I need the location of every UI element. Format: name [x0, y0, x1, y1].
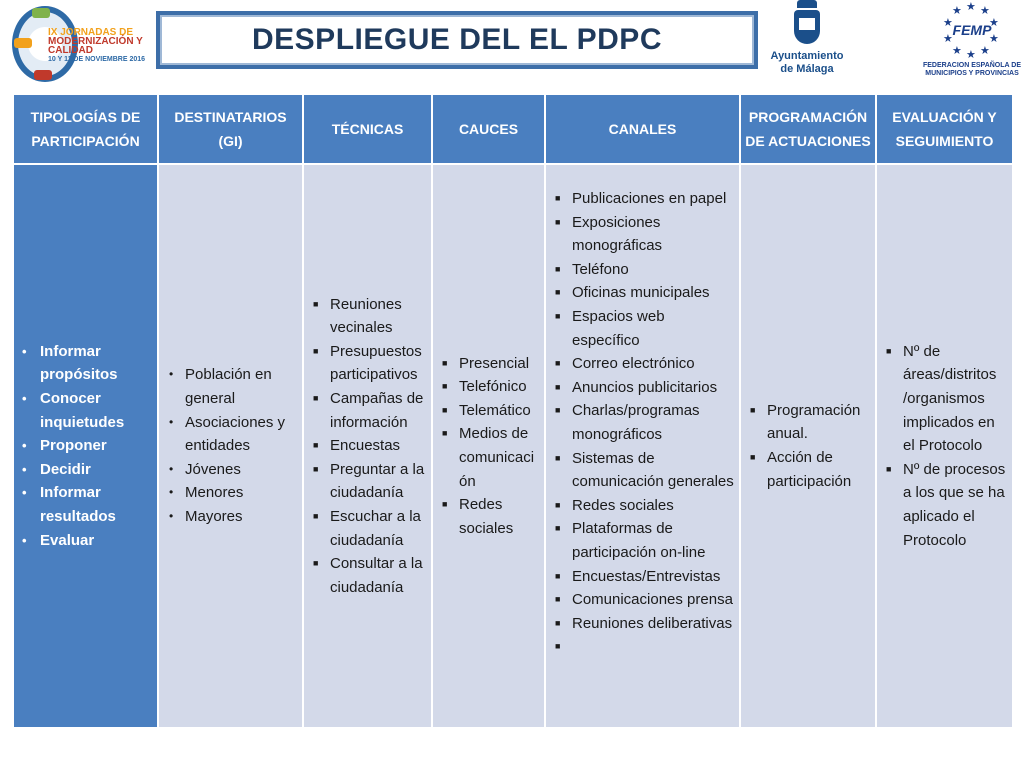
bullet-icon: • — [22, 485, 27, 501]
star-icon: ★ — [989, 33, 999, 45]
list-item — [550, 305, 735, 352]
list-item — [437, 422, 540, 493]
bullet-icon: • — [22, 343, 27, 359]
list-item-text: Nº de procesos a los que se ha aplicado el Protocolo — [903, 460, 1006, 549]
table-header-row — [13, 94, 1013, 164]
square-bullet-icon: ■ — [750, 404, 756, 415]
star-icon: ★ — [943, 33, 953, 45]
cell-canales — [545, 164, 740, 728]
square-bullet-icon: ■ — [555, 523, 561, 534]
list-item — [550, 187, 735, 211]
bullet-icon: • — [22, 438, 27, 454]
square-bullet-icon: ■ — [313, 345, 319, 356]
star-icon: ★ — [952, 45, 962, 57]
list-item-text: Presupuestos participativos — [330, 342, 422, 384]
jornadas-logo-line2: MODERNIZACIÓN Y CALIDAD — [48, 36, 143, 56]
jornadas-logo-text — [48, 28, 150, 64]
femp-acronym: FEMP — [952, 22, 992, 38]
square-bullet-icon: ■ — [555, 381, 561, 392]
square-bullet-icon: ■ — [555, 641, 561, 652]
list-item — [745, 399, 871, 446]
square-bullet-icon: ■ — [750, 452, 756, 462]
list-item-text: Comunicaciones prensa — [572, 591, 733, 609]
list-item — [308, 552, 427, 599]
list-item — [745, 446, 871, 493]
list-item-text: Informar propósitos — [40, 342, 118, 384]
femp-logo-line2: MUNICIPIOS Y PROVINCIAS — [925, 70, 1019, 77]
list-item-text: Mayores — [185, 507, 243, 525]
list-item — [550, 376, 735, 400]
list-item — [550, 565, 735, 589]
jornadas-logo-line3: 10 Y 11 DE NOVIEMBRE 2016 — [48, 56, 146, 63]
list-item-text: Nº de áreas/distritos /organismos implicados en el Protocolo — [903, 342, 997, 455]
table-row — [13, 164, 1013, 728]
square-bullet-icon: ■ — [555, 358, 561, 369]
star-icon: ★ — [943, 17, 953, 29]
list-item-text: Población en general — [185, 366, 272, 408]
square-bullet-icon: ■ — [442, 428, 448, 439]
list-item-text: Reuniones deliberativas — [572, 614, 733, 632]
list-item-text: Telefónico — [459, 378, 527, 396]
list-item — [163, 505, 298, 529]
cell-tecnicas — [303, 164, 432, 728]
square-bullet-icon: ■ — [313, 298, 319, 309]
bullet-icon: • — [22, 391, 27, 407]
header-destinatarios: DESTINATARIOS (GI) — [158, 94, 303, 164]
bullet-icon: • — [169, 461, 174, 476]
square-bullet-icon: ■ — [313, 510, 319, 521]
square-bullet-icon: ■ — [313, 463, 319, 474]
header-programacion: PROGRAMACIÓN DE ACTUACIONES — [740, 94, 876, 164]
list-item — [550, 399, 735, 446]
square-bullet-icon: ■ — [313, 440, 319, 451]
list-item-text: Programación anual. — [767, 401, 861, 443]
list-item-text: Encuestas/Entrevistas — [572, 567, 721, 585]
femp-logo-line1: FEDERACION ESPAÑOLA DE — [922, 62, 1021, 69]
list-item-text: Preguntar a la ciudadanía — [330, 460, 425, 502]
list-item-text: Jóvenes — [185, 460, 241, 478]
malaga-logo-line2: de Málaga — [780, 63, 834, 75]
list-item — [550, 517, 735, 564]
list-item — [881, 340, 1008, 458]
list-item-text: Reuniones vecinales — [330, 295, 402, 337]
list-item-text: Campañas de información — [330, 390, 424, 431]
square-bullet-icon: ■ — [555, 452, 561, 463]
list-item — [308, 387, 427, 434]
shield-icon — [794, 10, 820, 44]
header-tecnicas: TÉCNICAS — [303, 94, 432, 164]
bullet-icon: • — [169, 485, 174, 500]
list-item — [308, 434, 427, 458]
square-bullet-icon: ■ — [555, 405, 561, 416]
crown-icon — [797, 0, 817, 8]
square-bullet-icon: ■ — [442, 357, 448, 368]
list-item — [550, 447, 735, 494]
bullet-icon: • — [22, 461, 27, 477]
bullet-icon: • — [169, 414, 174, 429]
list-item — [881, 458, 1008, 552]
list-item — [18, 434, 153, 458]
list-item — [437, 399, 540, 423]
list-item — [308, 458, 427, 505]
jornadas-logo — [10, 4, 150, 84]
list-item — [308, 293, 427, 340]
cell-cauces — [432, 164, 545, 728]
square-bullet-icon: ■ — [886, 463, 892, 474]
square-bullet-icon: ■ — [555, 499, 561, 510]
cell-destinatarios — [158, 164, 303, 728]
ayuntamiento-malaga-logo — [762, 0, 852, 84]
page-title: DESPLIEGUE DEL EL PDPC — [252, 23, 662, 56]
list-item-text: Decidir — [40, 460, 91, 478]
list-item-text: Evaluar — [40, 531, 95, 549]
list-item-text: Telemático — [459, 401, 531, 419]
list-item — [550, 612, 735, 636]
square-bullet-icon: ■ — [555, 570, 561, 581]
list-item-text: Conocer inquietudes — [40, 390, 125, 431]
list-item — [18, 529, 153, 553]
list-item-text: Encuestas — [330, 437, 401, 455]
square-bullet-icon: ■ — [555, 216, 561, 227]
femp-logo-label — [920, 62, 1024, 78]
square-bullet-icon: ■ — [555, 594, 561, 605]
list-item — [550, 588, 735, 612]
list-item-text: Anuncios publicitarios — [572, 378, 718, 396]
square-bullet-icon: ■ — [555, 617, 561, 628]
star-icon: ★ — [966, 1, 976, 13]
list-item — [18, 387, 153, 434]
jornadas-logo-line1: IX JORNADAS DE — [48, 27, 134, 38]
square-bullet-icon: ■ — [442, 381, 448, 392]
header-canales: CANALES — [545, 94, 740, 164]
list-item-text: Oficinas municipales — [572, 284, 710, 302]
list-item — [163, 458, 298, 482]
square-bullet-icon: ■ — [555, 263, 561, 274]
jornadas-logo-segment — [34, 70, 52, 80]
evaluacion-list — [881, 340, 1008, 552]
femp-logo — [920, 0, 1024, 84]
header-tipologias: TIPOLOGÍAS DE PARTICIPACIÓN — [13, 94, 158, 164]
title-box — [156, 11, 758, 69]
star-icon: ★ — [980, 45, 990, 57]
cell-programacion — [740, 164, 876, 728]
list-item-text: Asociaciones y entidades — [185, 413, 286, 455]
list-item — [437, 493, 540, 540]
list-item — [18, 458, 153, 482]
list-item-text: Informar resultados — [40, 484, 116, 525]
list-item-text: Plataformas de participación on-line — [572, 520, 706, 561]
square-bullet-icon: ■ — [886, 345, 892, 356]
cell-evaluacion — [876, 164, 1013, 728]
square-bullet-icon: ■ — [313, 558, 319, 569]
list-item-text: Exposiciones monográficas — [572, 213, 663, 255]
femp-stars — [942, 2, 1002, 62]
list-item-text: Presencial — [459, 354, 530, 372]
list-item-text: Publicaciones en papel — [572, 190, 727, 207]
list-item-text: Proponer — [40, 437, 107, 455]
star-icon: ★ — [989, 17, 999, 29]
bullet-icon: • — [169, 367, 174, 382]
list-item — [437, 375, 540, 399]
list-item-text: Charlas/programas monográficos — [572, 402, 700, 443]
list-item — [550, 494, 735, 518]
header-evaluacion: EVALUACIÓN Y SEGUIMIENTO — [876, 94, 1013, 164]
canales-list — [550, 187, 735, 659]
list-item — [550, 211, 735, 258]
jornadas-logo-segment — [32, 8, 50, 18]
square-bullet-icon: ■ — [442, 499, 448, 510]
pdpc-table — [12, 93, 1014, 729]
list-item-text: Redes sociales — [572, 496, 674, 514]
bullet-icon: • — [169, 508, 174, 523]
list-item — [550, 352, 735, 376]
square-bullet-icon: ■ — [555, 287, 561, 298]
list-item — [550, 635, 735, 659]
star-icon: ★ — [952, 5, 962, 17]
list-item-text: Teléfono — [572, 260, 629, 278]
list-item-text: Espacios web específico — [572, 307, 665, 349]
header-cauces: CAUCES — [432, 94, 545, 164]
list-item — [18, 340, 153, 387]
square-bullet-icon: ■ — [442, 404, 448, 415]
list-item-text: Sistemas de comunicación generales — [572, 449, 734, 491]
bullet-icon: • — [22, 532, 27, 548]
square-bullet-icon: ■ — [555, 193, 561, 203]
square-bullet-icon: ■ — [555, 310, 561, 321]
list-item-text: Redes sociales — [459, 496, 514, 537]
destinatarios-list — [163, 363, 298, 528]
list-item — [163, 411, 298, 458]
star-icon: ★ — [966, 49, 976, 61]
star-icon: ★ — [980, 5, 990, 17]
list-item — [163, 363, 298, 410]
malaga-logo-label — [762, 50, 852, 76]
list-item — [163, 481, 298, 505]
list-item-text: Correo electrónico — [572, 355, 695, 373]
list-item — [437, 352, 540, 376]
cell-tipologias — [13, 164, 158, 728]
list-item-text: Medios de comunicaci ón — [459, 425, 535, 490]
list-item-text: Menores — [185, 484, 244, 502]
cauces-list — [437, 352, 540, 541]
list-item — [550, 258, 735, 282]
square-bullet-icon: ■ — [313, 393, 319, 404]
malaga-logo-line1: Ayuntamiento — [770, 50, 844, 62]
tecnicas-list — [308, 293, 427, 600]
list-item-text: Consultar a la ciudadanía — [330, 555, 423, 596]
jornadas-logo-segment — [14, 38, 32, 48]
list-item — [18, 481, 153, 528]
list-item-text: Escuchar a la ciudadanía — [330, 507, 421, 549]
list-item-text: Acción de participación — [767, 449, 852, 490]
list-item — [550, 281, 735, 305]
programacion-list — [745, 399, 871, 493]
list-item — [308, 340, 427, 387]
tipologias-list — [18, 340, 153, 552]
list-item — [308, 505, 427, 552]
